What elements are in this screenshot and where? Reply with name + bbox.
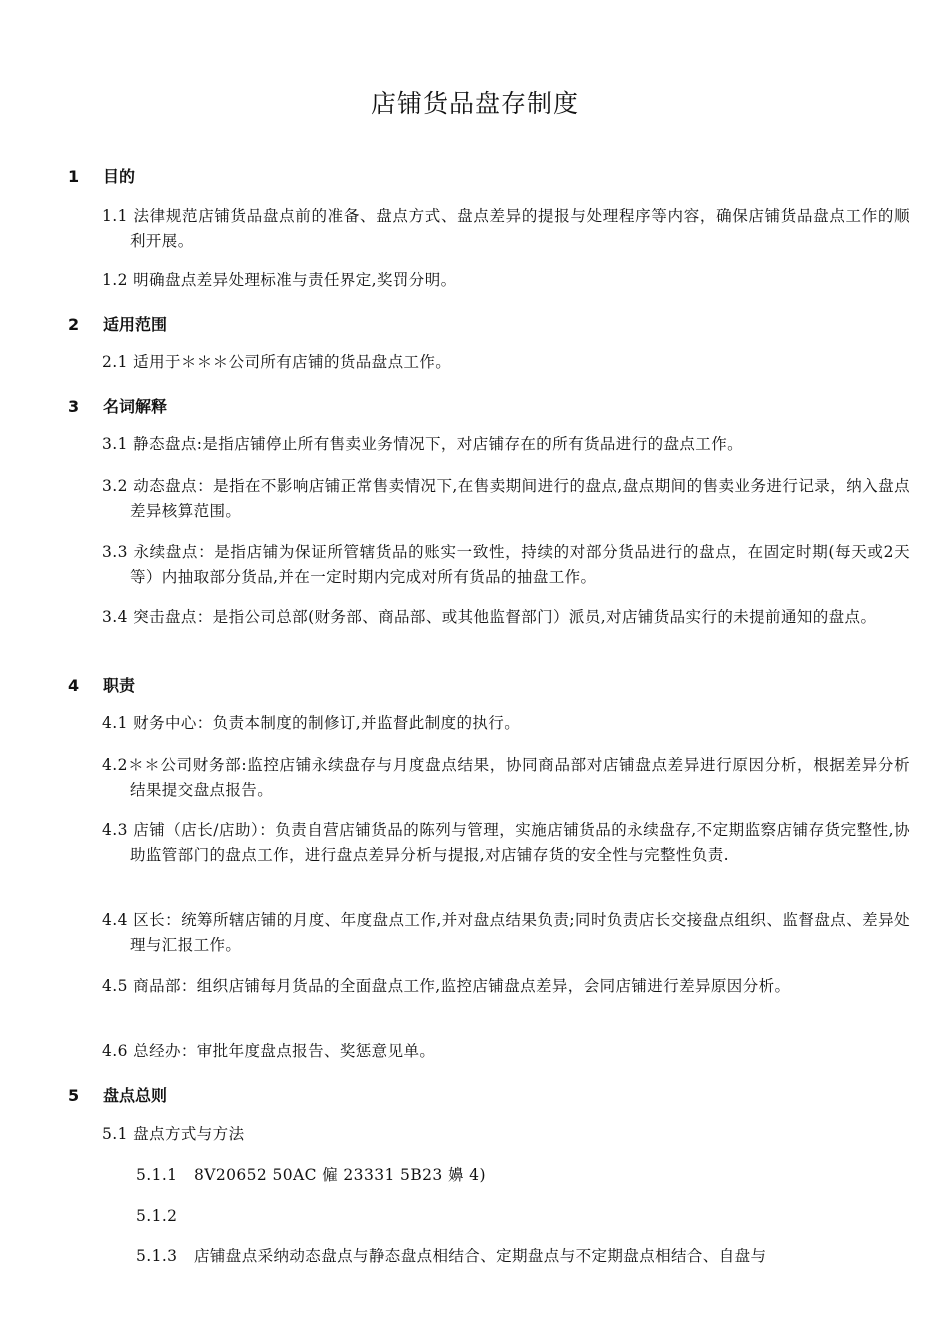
subitem-text: 店铺盘点采纳动态盘点与静态盘点相结合、定期盘点与不定期盘点相结合、自盘与 bbox=[194, 1247, 767, 1265]
paragraph-4-5: 4.5 商品部：组织店铺每月货品的全面盘点工作,监控店铺盘点差异，会同店铺进行差异原因分析。 bbox=[102, 977, 791, 995]
subitem-5-1-2 bbox=[136, 1204, 881, 1229]
subitem-text: 8V20652 50AC 僱 23331 5B23 嬶 4) bbox=[194, 1166, 486, 1184]
section-number: 2 bbox=[68, 315, 80, 334]
paragraph-1-1: 1.1 法律规范店铺货品盘点前的准备、盘点方式、盘点差异的提报与处理程序等内容，确保店铺货品盘点工作的顺利开展。 bbox=[102, 207, 910, 250]
paragraph-4-3: 4.3 店铺（店长/店助）：负责自营店铺货品的陈列与管理，实施店铺货品的永续盘存,不定期监察店铺存货完整性,协助监管部门的盘点工作，进行盘点差异分析与提报,对店铺存货的安全性与完整性负责. bbox=[102, 821, 910, 864]
paragraph-3-1: 3.1 静态盘点:是指店铺停止所有售卖业务情况下，对店铺存在的所有货品进行的盘点工作。 bbox=[102, 435, 744, 453]
paragraph-4-1: 4.1 财务中心：负责本制度的制修订,并监督此制度的执行。 bbox=[102, 714, 521, 732]
paragraph-4-4: 4.4 区长：统筹所辖店铺的月度、年度盘点工作,并对盘点结果负责;同时负责店长交接盘点组织、监督盘点、差异处理与汇报工作。 bbox=[102, 911, 910, 954]
section-title: 适用范围 bbox=[103, 315, 168, 334]
paragraph-4-2: 4.2＊＊公司财务部:监控店铺永续盘存与月度盘点结果，协同商品部对店铺盘点差异进行原因分析，根据差异分析结果提交盘点报告。 bbox=[102, 756, 910, 799]
subitem-5-1-1 bbox=[136, 1163, 881, 1188]
subitem-number: 5.1.2 bbox=[136, 1207, 178, 1225]
document-title: 店铺货品盘存制度 bbox=[370, 89, 579, 118]
section-heading-4 bbox=[68, 673, 135, 696]
section-heading-5 bbox=[68, 1083, 167, 1106]
section-number: 1 bbox=[68, 167, 80, 186]
paragraph-5-1: 5.1 盘点方式与方法 bbox=[102, 1125, 245, 1143]
paragraph-3-4: 3.4 突击盘点：是指公司总部(财务部、商品部、或其他监督部门）派员,对店铺货品实行的未提前通知的盘点。 bbox=[102, 608, 877, 626]
paragraph-3-3: 3.3 永续盘点：是指店铺为保证所管辖货品的账实一致性，持续的对部分货品进行的盘点，在固定时期(每天或2天等）内抽取部分货品,并在一定时期内完成对所有货品的抽盘工作。 bbox=[102, 543, 910, 586]
paragraph-1-2: 1.2 明确盘点差异处理标准与责任界定,奖罚分明。 bbox=[102, 271, 457, 289]
paragraph-4-6: 4.6 总经办：审批年度盘点报告、奖惩意见单。 bbox=[102, 1042, 436, 1060]
section-number: 4 bbox=[68, 676, 80, 695]
section-heading-2 bbox=[68, 312, 167, 335]
section-title: 盘点总则 bbox=[103, 1086, 168, 1105]
subitem-5-1-3 bbox=[136, 1244, 881, 1269]
section-number: 5 bbox=[68, 1086, 80, 1105]
section-number: 3 bbox=[68, 397, 80, 416]
section-title: 职责 bbox=[103, 676, 136, 695]
section-heading-3 bbox=[68, 394, 167, 417]
section-title: 名词解释 bbox=[103, 397, 168, 416]
subitem-number: 5.1.3 bbox=[136, 1247, 178, 1265]
paragraph-3-2: 3.2 动态盘点：是指在不影响店铺正常售卖情况下,在售卖期间进行的盘点,盘点期间的售卖业务进行记录，纳入盘点差异核算范围。 bbox=[102, 477, 910, 520]
section-title: 目的 bbox=[103, 167, 136, 186]
subitem-number: 5.1.1 bbox=[136, 1166, 178, 1184]
section-heading-1 bbox=[68, 164, 135, 187]
paragraph-2-1: 2.1 适用于＊＊＊公司所有店铺的货品盘点工作。 bbox=[102, 353, 452, 371]
